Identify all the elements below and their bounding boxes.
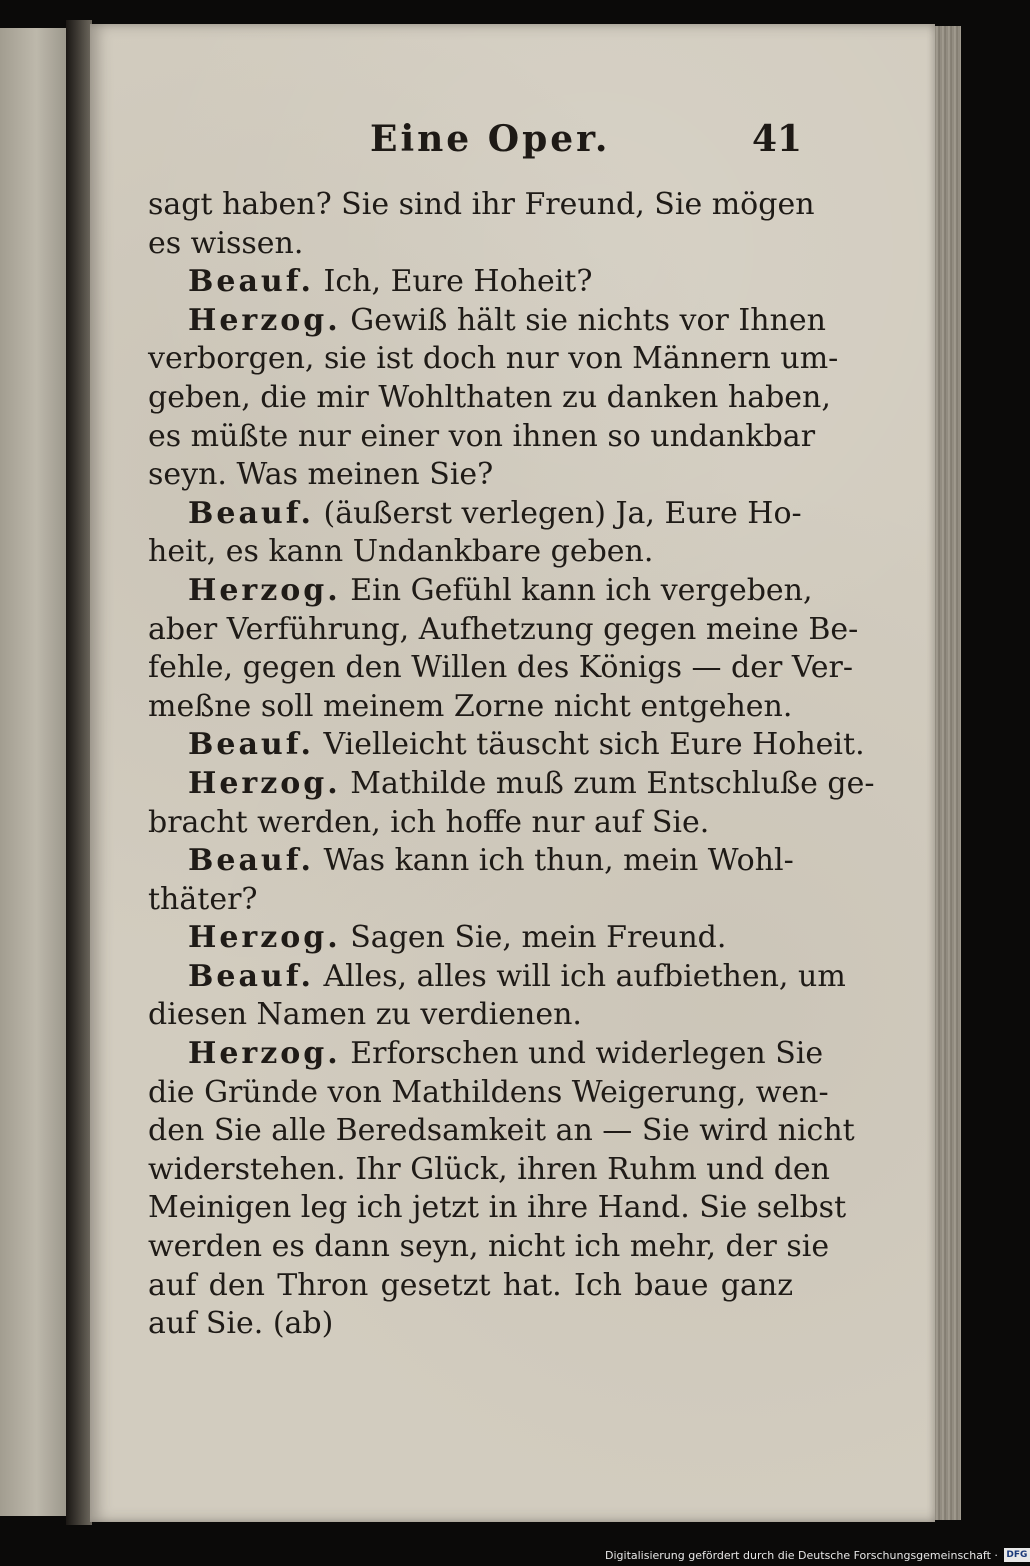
- page-header: [90, 118, 935, 168]
- line-text: es müßte nur einer von ihnen so undankbar: [148, 418, 816, 454]
- text-line: [148, 881, 793, 920]
- text-line: [148, 765, 875, 804]
- text-line: [148, 302, 826, 341]
- text-line: [148, 418, 816, 457]
- line-text: Erforschen und widerlegen Sie: [340, 1036, 824, 1072]
- text-line: [148, 996, 793, 1035]
- line-text: die Gründe von Mathildens Weigerung, wen-: [148, 1074, 829, 1110]
- digitization-footer: [605, 1545, 1030, 1565]
- speaker-name: Herzog.: [188, 302, 341, 338]
- line-text: Vielleicht täuscht sich Eure Hoheit.: [313, 727, 865, 763]
- line-text: fehle, gegen den Willen des Königs — der Ver-: [148, 650, 854, 686]
- text-line: [148, 456, 793, 495]
- text-line: [148, 804, 793, 843]
- speaker-name: Beauf.: [188, 495, 314, 531]
- text-line: [148, 1305, 793, 1344]
- line-text: verborgen, sie ist doch nur von Männern um-: [148, 341, 839, 377]
- speaker-name: Beauf.: [188, 264, 314, 300]
- text-line: [148, 688, 793, 727]
- line-text: Meinigen leg ich jetzt in ihre Hand. Sie selbst: [148, 1190, 847, 1226]
- line-text: Ein Gefühl kann ich vergeben,: [340, 572, 813, 608]
- speaker-name: Herzog.: [188, 572, 341, 608]
- speaker-name: Herzog.: [188, 1036, 341, 1072]
- text-line: [148, 533, 793, 572]
- text-line: [148, 572, 813, 611]
- line-text: werden es dann seyn, nicht ich mehr, der sie: [148, 1229, 830, 1265]
- text-line: [148, 1035, 824, 1074]
- previous-page-edge: [0, 28, 66, 1516]
- line-text: geben, die mir Wohlthaten zu danken haben,: [148, 379, 831, 415]
- text-line: [148, 1074, 829, 1113]
- line-text: heit, es kann Undankbare geben.: [148, 534, 654, 570]
- page-number: 41: [752, 118, 803, 160]
- page-block-edge: [935, 26, 961, 1520]
- line-text: widerstehen. Ihr Glück, ihren Ruhm und den: [148, 1151, 830, 1187]
- line-text: Mathilde muß zum Entschluße ge-: [340, 765, 875, 801]
- line-text: bracht werden, ich hoffe nur auf Sie.: [148, 804, 710, 840]
- text-line: [148, 958, 846, 997]
- page-body-text: [148, 186, 875, 1344]
- text-line: [148, 225, 793, 264]
- text-line: [148, 1228, 830, 1267]
- text-line: [148, 1267, 793, 1306]
- text-line: [148, 726, 865, 765]
- text-line: [148, 379, 831, 418]
- text-line: [148, 495, 802, 534]
- text-line: [148, 919, 793, 958]
- line-text: Gewiß hält sie nichts vor Ihnen: [340, 302, 826, 338]
- speaker-name: Beauf.: [188, 958, 314, 994]
- line-text: auf den Thron gesetzt hat. Ich baue ganz: [148, 1267, 793, 1303]
- speaker-name: Beauf.: [188, 843, 314, 879]
- line-text: den Sie alle Beredsamkeit an — Sie wird nicht: [148, 1113, 855, 1149]
- text-line: [148, 649, 854, 688]
- footer-credit: Digitalisierung gefördert durch die Deutsche Forschungsgemeinschaft ·: [605, 1548, 998, 1562]
- line-text: diesen Namen zu verdienen.: [148, 997, 582, 1033]
- line-text: Was kann ich thun, mein Wohl-: [313, 843, 794, 879]
- running-title: Eine Oper.: [370, 118, 611, 160]
- text-line: [148, 263, 793, 302]
- line-text: seyn. Was meinen Sie?: [148, 457, 494, 493]
- text-line: [148, 186, 815, 225]
- line-text: Alles, alles will ich aufbiethen, um: [313, 958, 846, 994]
- text-line: [148, 1112, 855, 1151]
- line-text: thäter?: [148, 881, 258, 917]
- speaker-name: Herzog.: [188, 920, 341, 956]
- line-text: es wissen.: [148, 225, 304, 261]
- text-line: [148, 611, 859, 650]
- line-text: auf Sie. (ab): [148, 1306, 334, 1342]
- dfg-logo-icon: DFG: [1004, 1548, 1030, 1562]
- speaker-name: Herzog.: [188, 765, 341, 801]
- line-text: Ich, Eure Hoheit?: [313, 264, 593, 300]
- line-text: meßne soll meinem Zorne nicht entgehen.: [148, 688, 793, 724]
- line-text: aber Verführung, Aufhetzung gegen meine Be-: [148, 611, 859, 647]
- line-text: (äußerst verlegen) Ja, Eure Ho-: [313, 495, 802, 531]
- text-line: [148, 340, 839, 379]
- book-gutter: [66, 20, 92, 1525]
- line-text: Sagen Sie, mein Freund.: [340, 920, 727, 956]
- speaker-name: Beauf.: [188, 727, 314, 763]
- line-text: sagt haben? Sie sind ihr Freund, Sie mögen: [148, 187, 815, 222]
- text-line: [148, 842, 793, 881]
- text-line: [148, 1189, 847, 1228]
- text-line: [148, 1151, 830, 1190]
